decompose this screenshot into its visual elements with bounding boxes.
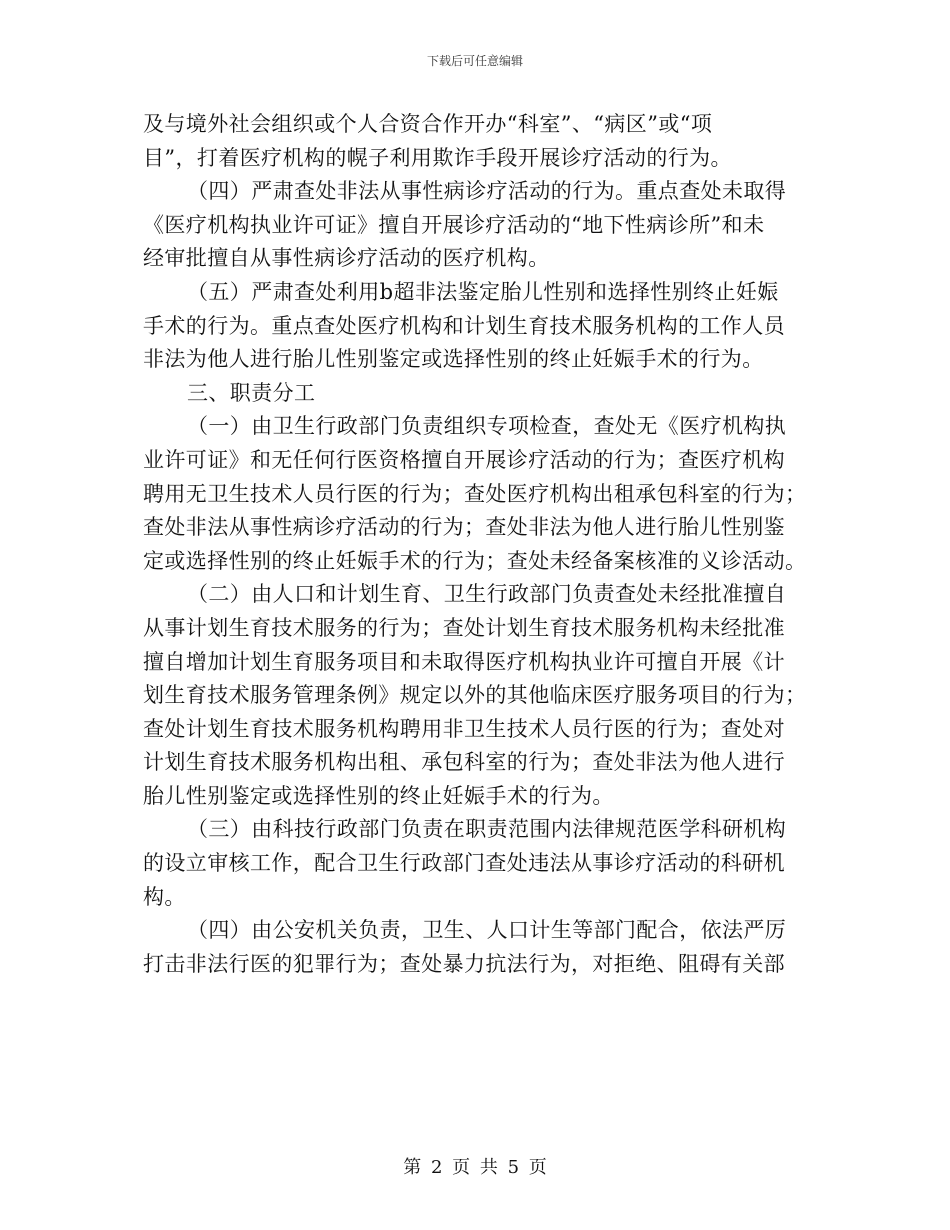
text-line: 查处计划生育技术服务机构聘用非卫生技术人员行医的行为；查处对 [143,716,785,741]
text-line: 的设立审核工作，配合卫生行政部门查处违法从事诊疗活动的科研机 [143,851,785,876]
text-line: 擅自增加计划生育服务项目和未取得医疗机构执业许可擅自开展《计 [143,649,785,674]
text-line: 业许可证》和无任何行医资格擅自开展诊疗活动的行为；查医疗机构 [143,447,785,472]
text-line: 划生育技术服务管理条例》规定以外的其他临床医疗服务项目的行为； [143,683,807,708]
text-line: （三）由科技行政部门负责在职责范围内法律规范医学科研机构 [187,817,787,842]
text-line: 《医疗机构执业许可证》擅自开展诊疗活动的“地下性病诊所”和未 [143,212,765,237]
text-line: 打击非法行医的犯罪行为；查处暴力抗法行为，对拒绝、阻碍有关部 [143,951,785,976]
text-line: （四）严肃查处非法从事性病诊疗活动的行为。重点查处未取得 [187,179,787,204]
text-line: 手术的行为。重点查处医疗机构和计划生育技术服务机构的工作人员 [143,313,785,338]
text-line: 计划生育技术服务机构出租、承包科室的行为；查处非法为他人进行 [143,750,785,775]
text-line: 三、职责分工 [187,380,316,405]
text-line: 从事计划生育技术服务的行为；查处计划生育技术服务机构未经批准 [143,615,785,640]
page-header: 下载后可任意编辑 [426,54,523,68]
text-line: （一）由卫生行政部门负责组织专项检查，查处无《医疗机构执 [187,414,787,439]
text-line: （四）由公安机关负责，卫生、人口计生等部门配合，依法严厉 [187,918,787,943]
text-line: 查处非法从事性病诊疗活动的行为；查处非法为他人进行胎儿性别鉴 [143,515,785,540]
text-line: 聘用无卫生技术人员行医的行为；查处医疗机构出租承包科室的行为； [143,481,807,506]
text-line: 定或选择性别的终止妊娠手术的行为；查处未经备案核准的义诊活动。 [143,548,807,573]
text-line: 经审批擅自从事性病诊疗活动的医疗机构。 [143,246,550,271]
text-line: 构。 [143,884,186,909]
text-line: （二）由人口和计划生育、卫生行政部门负责查处未经批准擅自 [187,582,787,607]
text-line: （五）严肃查处利用b超非法鉴定胎儿性别和选择性别终止妊娠 [187,279,779,304]
page-number-footer: 第 2 页 共 5 页 [403,1157,547,1178]
text-line: 及与境外社会组织或个人合资合作开办“科室”、“病区”或“项 [143,112,713,136]
text-line: 目”，打着医疗机构的幌子利用欺诈手段开展诊疗活动的行为。 [143,145,732,170]
document-body [143,108,807,981]
text-line: 非法为他人进行胎儿性别鉴定或选择性别的终止妊娠手术的行为。 [143,347,764,372]
text-line: 胎儿性别鉴定或选择性别的终止妊娠手术的行为。 [143,783,614,808]
